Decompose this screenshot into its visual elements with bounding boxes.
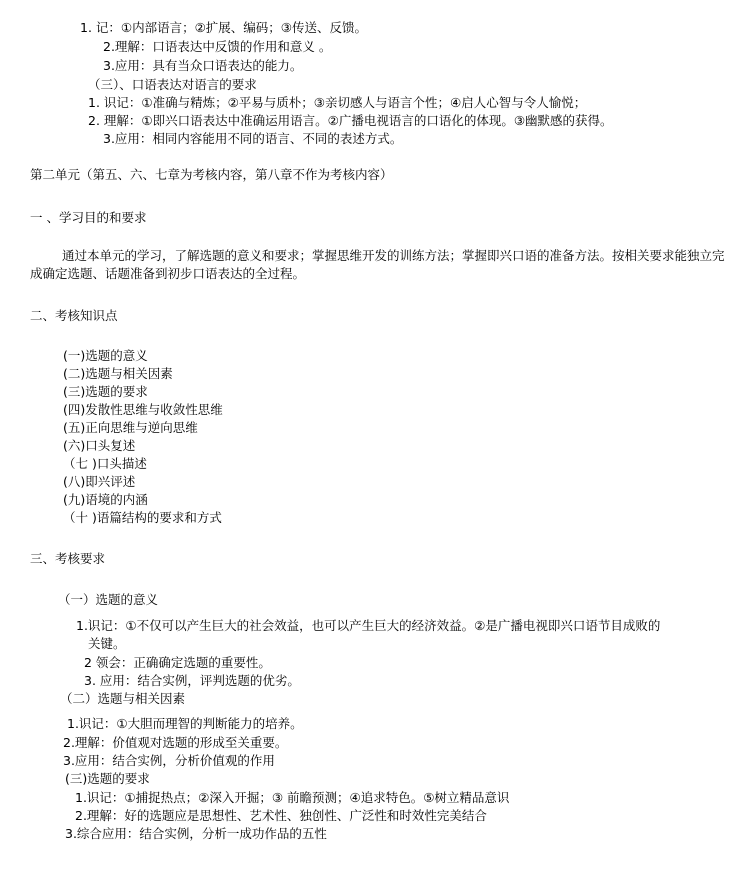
requirement-1-item-1: 1.识记：①不仅可以产生巨大的社会效益，也可以产生巨大的经济效益。②是广播电视即兴口语节目成败的 — [76, 618, 661, 633]
requirement-2-item-2: 2.理解：价值观对选题的形成至关重要。 — [63, 735, 288, 750]
knowledge-point: (九)语境的内涵 — [63, 492, 148, 507]
knowledge-point: (三)选题的要求 — [63, 384, 148, 399]
knowledge-point: (一)选题的意义 — [63, 348, 148, 363]
recall-item-1: 1. 记：①内部语言；②扩展、编码；③传送、反馈。 — [80, 20, 368, 35]
part-2-heading: 二、考核知识点 — [30, 308, 118, 323]
part-3-heading: 三、考核要求 — [30, 551, 106, 566]
requirement-1-item-3: 3. 应用：结合实例，评判选题的优劣。 — [84, 673, 300, 688]
part-1-heading: 一 、学习目的和要求 — [30, 210, 147, 225]
knowledge-point: (二)选题与相关因素 — [63, 366, 173, 381]
knowledge-point: （七 )口头描述 — [63, 456, 147, 471]
subsection-3-heading: （三）、口语表达对语言的要求 — [88, 77, 257, 92]
subsection-3-item-2: 2. 理解：①即兴口语表达中准确运用语言。②广播电视语言的口语化的体现。③幽默感的获得。 — [88, 113, 613, 128]
subsection-3-item-3: 3.应用：相同内容能用不同的语言、不同的表述方式。 — [103, 131, 403, 146]
requirement-1-item-2: 2 领会：正确确定选题的重要性。 — [84, 655, 271, 670]
subsection-3-item-1: 1. 识记：①准确与精炼；②平易与质朴；③亲切感人与语言个性；④启人心智与令人愉悦； — [88, 95, 587, 110]
knowledge-point: (五)正向思维与逆向思维 — [63, 420, 198, 435]
requirement-3-item-1: 1.识记：①捕捉热点；②深入开掘；③ 前瞻预测；④追求特色。⑤树立精品意识 — [75, 790, 510, 805]
requirement-2-item-1: 1.识记：①大胆而理智的判断能力的培养。 — [67, 716, 303, 731]
understand-item-2: 2.理解：口语表达中反馈的作用和意义 。 — [103, 39, 332, 54]
requirement-2-heading: （二）选题与相关因素 — [60, 691, 186, 706]
knowledge-point: (六)口头复述 — [63, 438, 136, 453]
requirement-3-item-2: 2.理解：好的选题应是思想性、艺术性、独创性、广泛性和时效性完美结合 — [75, 808, 487, 823]
requirement-3-heading: (三)选题的要求 — [65, 771, 150, 786]
knowledge-point: (四)发散性思维与收敛性思维 — [63, 402, 223, 417]
requirement-1-item-1-cont: 关键。 — [88, 636, 126, 651]
requirement-1-heading: （一）选题的意义 — [58, 592, 159, 607]
part-1-paragraph: 通过本单元的学习，了解选题的意义和要求；掌握思维开发的训练方法；掌握即兴口语的准备方法。按相关要求能独立完成确定选题、话题准备到初步口语表达的全过程。 — [30, 248, 725, 281]
requirement-3-item-3: 3.综合应用：结合实例，分析一成功作品的五性 — [65, 826, 327, 841]
apply-item-3: 3.应用：具有当众口语表达的能力。 — [103, 58, 303, 73]
unit-2-title: 第二单元（第五、六、七章为考核内容，第八章不作为考核内容） — [30, 167, 393, 182]
knowledge-point: （十 )语篇结构的要求和方式 — [63, 510, 222, 525]
knowledge-point: (八)即兴评述 — [63, 474, 136, 489]
requirement-2-item-3: 3.应用：结合实例，分析价值观的作用 — [63, 753, 275, 768]
